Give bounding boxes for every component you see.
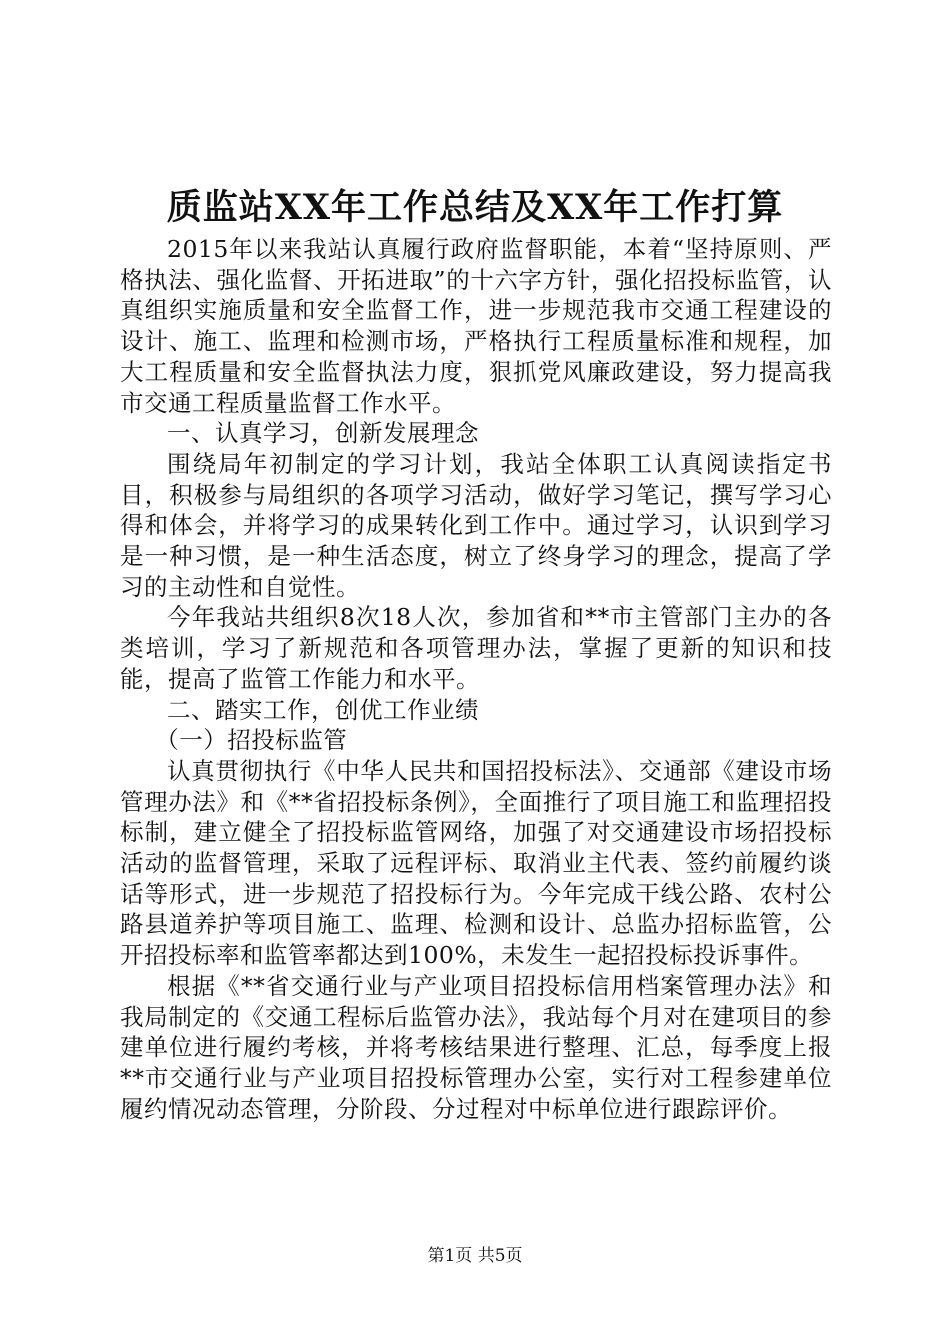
credit-paragraph: 根据《**省交通行业与产业项目招投标信用档案管理办法》和我局制定的《交通工程标后监管办法》，我站每个月对在建项目的参建单位进行履约考核，并将考核结果进行整理、汇总，每季度上报**市交通行业与产业项目招投标管理办公室，实行对工程参建单位履约情况动态管理，分阶段、分过程对中标单位进行跟踪评价。 [120, 971, 832, 1123]
document-title: 质监站XX年工作总结及XX年工作打算 [166, 187, 784, 228]
page-footer: 第1页 共5页 [427, 1246, 523, 1266]
training-paragraph: 今年我站共组织8次18人次，参加省和**市主管部门主办的各类培训，学习了新规范和各项管理办法，掌握了更新的知识和技能，提高了监管工作能力和水平。 [120, 603, 832, 693]
subsection-heading-1: （一）招投标监管 [155, 726, 348, 755]
bidding-paragraph: 认真贯彻执行《中华人民共和国招投标法》、交通部《建设市场管理办法》和《**省招投标条例》，全面推行了项目施工和监理招投标制，建立健全了招投标监管网络，加强了对交通建设市场招投标活动的监督管理，采取了远程评标、取消业主代表、签约前履约谈话等形式，进一步规范了招投标行为。今年完成干线公路、农村公路县道养护等项目施工、监理、检测和设计、总监办招标监管，公开招投标率和监管率都达到100%，未发生一起招投标投诉事件。 [120, 756, 832, 970]
study-paragraph: 围绕局年初制定的学习计划，我站全体职工认真阅读指定书目，积极参与局组织的各项学习活动，做好学习笔记，撰写学习心得和体会，并将学习的成果转化到工作中。通过学习，认识到学习是一种习惯，是一种生活态度，树立了终身学习的理念，提高了学习的主动性和自觉性。 [120, 449, 832, 601]
section-heading-1: 一、认真学习，创新发展理念 [167, 419, 479, 448]
intro-paragraph: 2015年以来我站认真履行政府监督职能，本着“坚持原则、严格执法、强化监督、开拓进取”的十六字方针，强化招投标监管，认真组织实施质量和安全监督工作，进一步规范我市交通工程建设的设计、施工、监理和检测市场，严格执行工程质量标准和规程，加大工程质量和安全监督执法力度，狠抓党风廉政建设，努力提高我市交通工程质量监督工作水平。 [120, 235, 832, 417]
document-body [120, 234, 832, 1124]
section-heading-2: 二、踏实工作，创优工作业绩 [167, 695, 479, 724]
